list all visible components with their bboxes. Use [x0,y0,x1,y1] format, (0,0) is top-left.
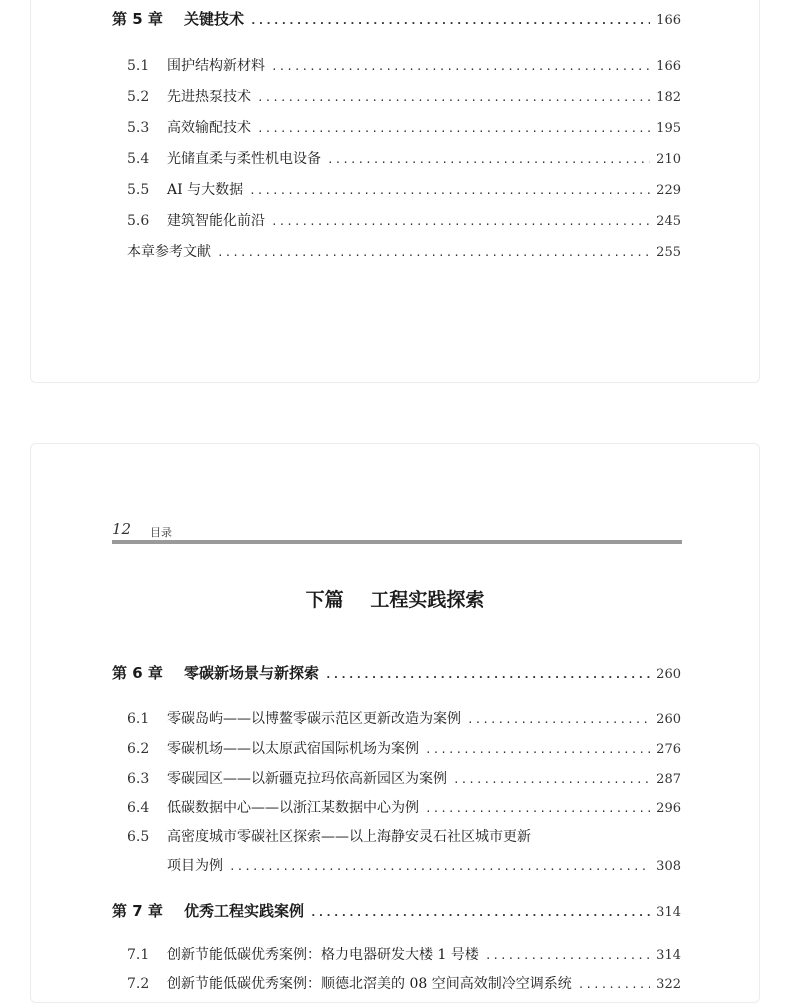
page-number: 296 [656,801,681,816]
section-title: 零碳机场——以太原武宿国际机场为案例 [167,741,419,757]
section-title: 建筑智能化前沿 [167,213,265,229]
section-title: 先进热泵技术 [167,89,251,105]
dot-leader [425,802,650,815]
dot-leader [325,668,650,681]
section-number: 5.6 [127,213,150,229]
section-title-continuation: 项目为例 [167,858,223,874]
section-entry [127,117,681,137]
section-number: 5.2 [127,89,150,105]
section-number: 6.2 [127,741,150,757]
toc-page-1 [30,0,760,383]
section-entry [127,826,681,846]
running-header-label: 目录 [150,526,172,539]
section-entry [127,768,681,788]
dot-leader [425,743,650,756]
dot-leader [327,153,650,166]
section-entry [127,797,681,817]
section-entry [127,148,681,168]
section-number: 5.3 [127,120,150,136]
section-title: 高密度城市零碳社区探索——以上海静安灵石社区城市更新 [167,829,531,845]
page-number: 195 [656,121,681,136]
section-entry [127,55,681,75]
dot-leader [271,60,650,73]
chapter-title: 优秀工程实践案例 [184,902,305,920]
references-title: 本章参考文献 [127,244,211,260]
dot-leader [249,184,650,197]
page-number: 260 [656,712,681,727]
section-title: 高效输配技术 [167,120,251,136]
part-title [31,585,759,612]
section-number: 6.3 [127,771,150,787]
dot-leader [453,773,650,786]
section-entry [127,944,681,964]
page-number: 229 [656,183,681,198]
section-title: 光储直柔与柔性机电设备 [167,151,321,167]
section-number: 7.2 [127,976,150,992]
section-entry [127,738,681,758]
page-number: 166 [656,13,681,28]
section-number: 6.1 [127,711,150,727]
chapter-5-entry [112,8,681,29]
running-header-page-number: 12 [112,520,132,538]
section-title: 创新节能低碳优秀案例：格力电器研发大楼 1 号楼 [167,947,479,963]
page-number: 255 [656,245,681,260]
section-number: 6.4 [127,800,150,816]
section-number: 5.5 [127,182,150,198]
dot-leader [217,246,650,259]
section-entry [127,973,681,993]
section-entry [127,708,681,728]
dot-leader [578,978,650,991]
dot-leader [257,91,650,104]
section-number: 5.4 [127,151,150,167]
section-title: 零碳园区——以新疆克拉玛依高新园区为案例 [167,771,447,787]
dot-leader [310,906,650,919]
page-number: 166 [656,59,681,74]
section-title: 低碳数据中心——以浙江某数据中心为例 [167,800,419,816]
chapter-number: 第 5 章 [112,10,163,28]
header-rule [112,540,682,544]
section-title: AI 与大数据 [167,182,244,198]
references-entry [127,241,681,261]
section-title: 围护结构新材料 [167,58,265,74]
page-number: 210 [656,152,681,167]
section-entry-continuation [167,855,681,875]
section-title: 零碳岛屿——以博鳌零碳示范区更新改造为案例 [167,711,461,727]
chapter-number: 第 6 章 [112,664,163,682]
page-number: 322 [656,977,681,992]
section-entry [127,86,681,106]
dot-leader [485,949,650,962]
dot-leader [250,14,650,27]
page-number: 314 [656,948,681,963]
part-name: 下篇 [305,589,344,611]
chapter-7-entry [112,900,681,921]
chapter-number: 第 7 章 [112,902,163,920]
toc-page-2 [30,443,760,1003]
page-number: 182 [656,90,681,105]
chapter-title: 关键技术 [184,10,245,28]
page-number: 260 [656,667,681,682]
section-entry [127,179,681,199]
section-entry [127,210,681,230]
page-number: 245 [656,214,681,229]
dot-leader [229,860,650,873]
dot-leader [257,122,650,135]
section-number: 6.5 [127,829,150,845]
chapter-6-entry [112,662,681,683]
dot-leader [271,215,650,228]
part-subtitle: 工程实践探索 [370,589,485,611]
page-number: 314 [656,905,681,920]
chapter-title: 零碳新场景与新探索 [184,664,320,682]
dot-leader [467,713,650,726]
page-number: 308 [656,859,681,874]
section-number: 7.1 [127,947,150,963]
page-number: 276 [656,742,681,757]
section-number: 5.1 [127,58,150,74]
section-title: 创新节能低碳优秀案例：顺德北滘美的 08 空间高效制冷空调系统 [167,976,572,992]
page-number: 287 [656,772,681,787]
